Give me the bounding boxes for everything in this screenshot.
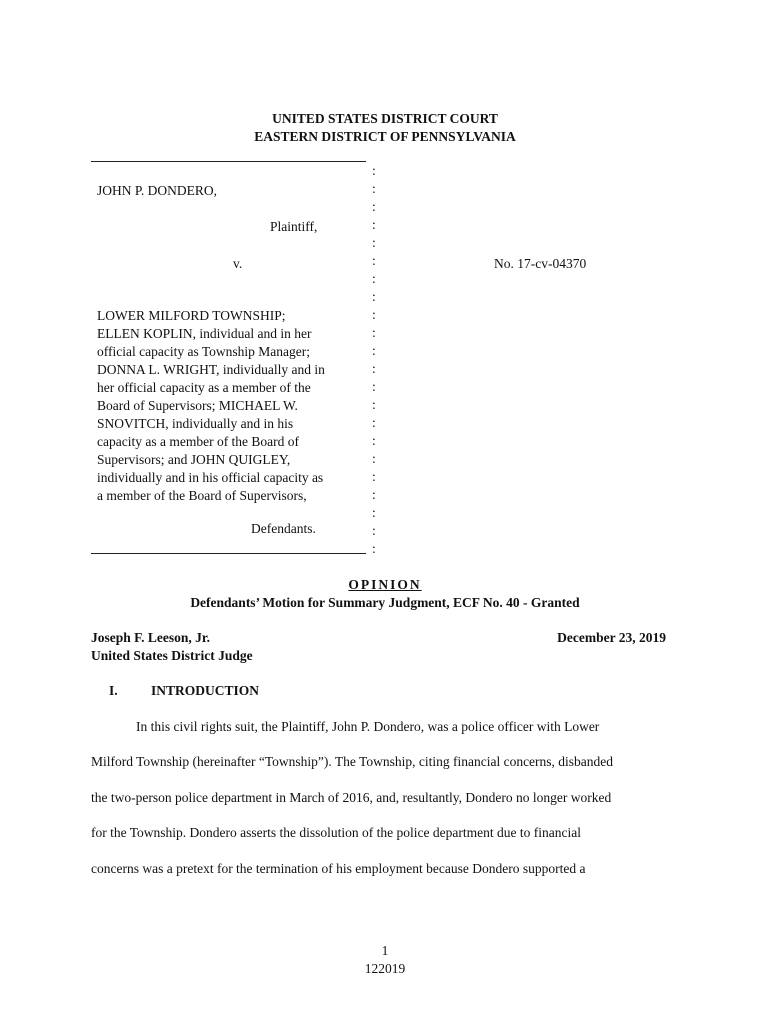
colon: : bbox=[372, 397, 376, 412]
defendant-line: capacity as a member of the Board of bbox=[97, 434, 300, 449]
body-line: concerns was a pretext for the termination of his employment because Dondero supported a bbox=[91, 861, 586, 876]
body-line: Milford Township (hereinafter “Township”). The Township, citing financial concerns, disbanded bbox=[91, 754, 614, 769]
court-heading bbox=[0, 110, 770, 146]
plaintiff-role: Plaintiff, bbox=[270, 219, 318, 234]
colon: : bbox=[372, 289, 376, 304]
colon: : bbox=[372, 163, 376, 178]
opinion-date: December 23, 2019 bbox=[557, 630, 666, 645]
body-line: for the Township. Dondero asserts the dissolution of the police department due to financial bbox=[91, 825, 581, 840]
colon: : bbox=[372, 181, 376, 196]
colon: : bbox=[372, 361, 376, 376]
colon: : bbox=[372, 523, 376, 538]
page-number: 1 bbox=[381, 943, 389, 958]
defendant-line: her official capacity as a member of the bbox=[97, 380, 311, 395]
colon: : bbox=[372, 433, 376, 448]
defendants-list bbox=[97, 307, 325, 505]
colon: : bbox=[372, 379, 376, 394]
defendant-line: official capacity as Township Manager; bbox=[97, 344, 310, 359]
colon: : bbox=[372, 505, 376, 520]
colon: : bbox=[372, 235, 376, 250]
colon: : bbox=[372, 541, 376, 556]
defendant-line: SNOVITCH, individually and in his bbox=[97, 416, 294, 431]
defendant-line: Board of Supervisors; MICHAEL W. bbox=[97, 398, 298, 413]
opinion-title: OPINION bbox=[348, 577, 422, 592]
judge-title: United States District Judge bbox=[91, 648, 253, 663]
defendant-line: a member of the Board of Supervisors, bbox=[97, 488, 307, 503]
defendants-role: Defendants. bbox=[251, 521, 316, 536]
page-footer bbox=[0, 942, 770, 978]
body-line: In this civil rights suit, the Plaintiff, John P. Dondero, was a police officer with Lower bbox=[136, 719, 600, 734]
body-line: the two-person police department in March of 2016, and, resultantly, Dondero no longer worked bbox=[91, 790, 612, 805]
colon: : bbox=[372, 343, 376, 358]
judge-block bbox=[91, 629, 253, 665]
versus: v. bbox=[233, 256, 243, 271]
judge-name: Joseph F. Leeson, Jr. bbox=[91, 630, 211, 645]
caption-bottom-rule bbox=[91, 553, 366, 554]
defendant-line: ELLEN KOPLIN, individual and in her bbox=[97, 326, 312, 341]
colon: : bbox=[372, 487, 376, 502]
defendant-line: LOWER MILFORD TOWNSHIP; bbox=[97, 308, 286, 323]
colon: : bbox=[372, 217, 376, 232]
defendant-line: Supervisors; and JOHN QUIGLEY, bbox=[97, 452, 291, 467]
opinion-subtitle: Defendants’ Motion for Summary Judgment, ECF No. 40 - Granted bbox=[190, 595, 580, 610]
section-title: INTRODUCTION bbox=[151, 683, 260, 698]
caption-top-rule bbox=[91, 161, 366, 162]
colon: : bbox=[372, 307, 376, 322]
defendant-line: individually and in his official capacity as bbox=[97, 470, 324, 485]
court-name: UNITED STATES DISTRICT COURT bbox=[272, 111, 498, 126]
colon: : bbox=[372, 451, 376, 466]
colon: : bbox=[372, 199, 376, 214]
case-number: No. 17-cv-04370 bbox=[494, 256, 587, 271]
document-code: 122019 bbox=[364, 961, 406, 976]
opinion-heading bbox=[0, 576, 770, 612]
colon: : bbox=[372, 469, 376, 484]
colon: : bbox=[372, 325, 376, 340]
section-number: I. bbox=[109, 683, 118, 698]
plaintiff-name: JOHN P. DONDERO, bbox=[97, 183, 218, 198]
section-heading bbox=[91, 682, 259, 700]
defendant-line: DONNA L. WRIGHT, individually and in bbox=[97, 362, 325, 377]
caption-colon-column bbox=[372, 162, 376, 558]
court-district: EASTERN DISTRICT OF PENNSYLVANIA bbox=[254, 129, 516, 144]
colon: : bbox=[372, 415, 376, 430]
colon: : bbox=[372, 271, 376, 286]
colon: : bbox=[372, 253, 376, 268]
